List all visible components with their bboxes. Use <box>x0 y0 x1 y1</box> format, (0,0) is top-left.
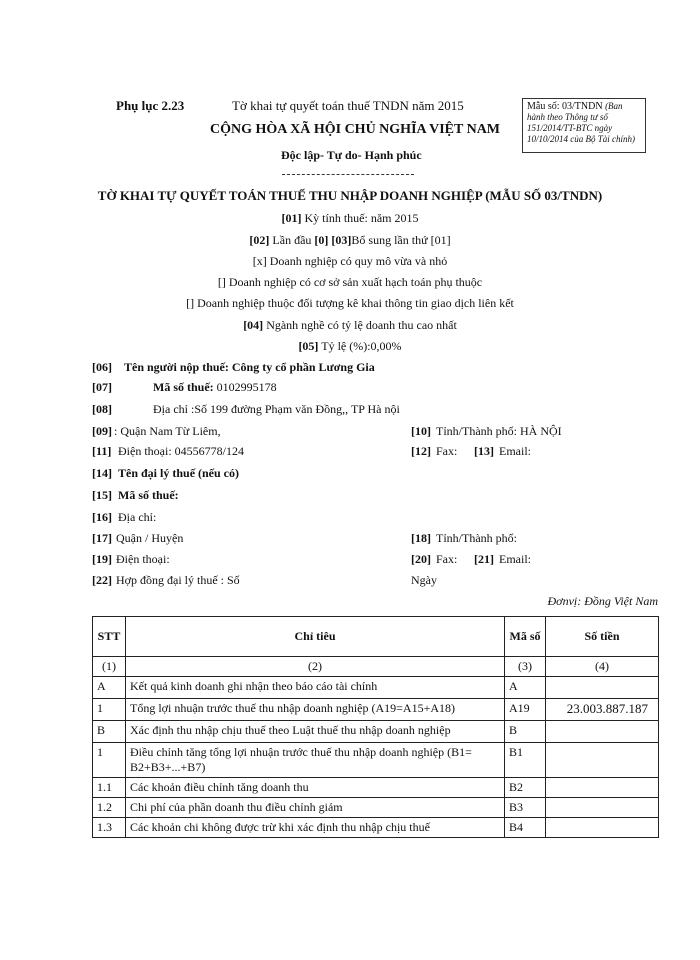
agent-address-label: Địa chỉ: <box>118 510 157 524</box>
form-code-note: (Ban hành theo Thông tư số 151/2014/TT-BTC ngày 10/10/2014 của Bộ Tài chính) <box>527 101 635 144</box>
dependent-checkbox-line: [] Doanh nghiệp có cơ sở sản xuất hạch toán phụ thuộc <box>217 275 483 289</box>
field-14-code: [14] <box>92 466 112 480</box>
subheader-cell: (2) <box>126 657 505 677</box>
tax-id-label: Mã số thuế: <box>153 380 214 394</box>
table-header-row <box>93 617 659 657</box>
row-stt: 1.2 <box>93 798 126 818</box>
row-desc: Kết quả kinh doanh ghi nhận theo báo cáo tài chính <box>126 677 505 699</box>
field-18-code: [18] <box>411 531 431 545</box>
taxpayer-province: Tỉnh/Thành phố: HÀ NỘI <box>436 424 562 438</box>
motto: Độc lập- Tự do- Hạnh phúc <box>281 148 422 162</box>
taxpayer-name: Tên người nộp thuế: Công ty cổ phần Lương Gia <box>124 360 375 374</box>
agent-province-label: Tỉnh/Thành phố: <box>436 531 517 545</box>
table-row <box>93 743 659 778</box>
table-row <box>93 699 659 721</box>
field-03-text: Bổ sung lần thứ [01] <box>351 233 451 247</box>
row-stt: B <box>93 721 126 743</box>
field-03-code: [03] <box>331 233 352 247</box>
table-row <box>93 818 659 838</box>
appendix-label: Phụ lục 2.23 <box>116 98 185 113</box>
related-party-checkbox-line: [] Doanh nghiệp thuộc đối tượng kê khai thông tin giao dịch liên kết <box>186 296 514 310</box>
row-code: B2 <box>505 778 546 798</box>
field-09-code: [09] <box>92 424 112 438</box>
col-header-indicator: Chỉ tiêu <box>126 617 505 657</box>
row-stt: A <box>93 677 126 699</box>
field-12-code: [12] <box>411 444 431 458</box>
motto-divider <box>282 174 414 175</box>
row-code: B4 <box>505 818 546 838</box>
field-06-code: [06] <box>92 360 112 374</box>
agent-district-label: Quận / Huyện <box>116 531 184 545</box>
subheader-cell: (1) <box>93 657 126 677</box>
row-amount <box>546 818 659 838</box>
field-13-code: [13] <box>474 444 494 458</box>
field-17-code: [17] <box>92 531 112 545</box>
col-header-stt: STT <box>93 617 126 657</box>
field-20-code: [20] <box>411 552 431 566</box>
row-code: B <box>505 721 546 743</box>
form-code: Mẫu số: 03/TNDN <box>527 101 603 112</box>
field-02-03 <box>0 233 700 248</box>
table-row <box>93 721 659 743</box>
field-04-text: Ngành nghề có tỷ lệ doanh thu cao nhất <box>266 318 457 332</box>
row-stt: 1.3 <box>93 818 126 838</box>
row-code: B1 <box>505 743 546 778</box>
field-04 <box>0 318 700 333</box>
taxpayer-phone: Điện thoại: 04556778/124 <box>118 444 244 458</box>
row-amount <box>546 798 659 818</box>
row-desc: Tổng lợi nhuận trước thuế thu nhập doanh nghiệp (A19=A15+A18) <box>126 699 505 721</box>
row-code: A <box>505 677 546 699</box>
row-desc: Các khoản chi không được trừ khi xác định thu nhập chịu thuế <box>126 818 505 838</box>
field-04-code: [04] <box>243 318 264 332</box>
field-22-code: [22] <box>92 573 112 587</box>
row-amount <box>546 677 659 699</box>
subheader-cell: (3) <box>505 657 546 677</box>
field-05 <box>0 339 700 354</box>
row-code: A19 <box>505 699 546 721</box>
col-header-code: Mã số <box>505 617 546 657</box>
taxpayer-district: : Quận Nam Từ Liêm, <box>114 424 221 438</box>
taxpayer-address: Địa chỉ :Số 199 đường Phạm văn Đồng,, TP Hà nội <box>153 402 400 416</box>
agent-tax-id-label: Mã số thuế: <box>118 488 179 502</box>
agent-contract-label: Hợp đồng đại lý thuế : Số <box>116 573 240 587</box>
row-desc: Các khoản điều chỉnh tăng doanh thu <box>126 778 505 798</box>
row-code: B3 <box>505 798 546 818</box>
row-desc: Chi phí của phần doanh thu điều chỉnh giảm <box>126 798 505 818</box>
form-code-box <box>522 98 646 153</box>
row-stt: 1 <box>93 699 126 721</box>
row-desc: Điều chỉnh tăng tổng lợi nhuận trước thuế thu nhập doanh nghiệp (B1= B2+B3+...+B7) <box>126 743 505 778</box>
table-row <box>93 677 659 699</box>
row-amount: 23.003.887.187 <box>546 699 659 721</box>
row-amount <box>546 721 659 743</box>
tax-id <box>153 380 277 395</box>
col-header-amount: Số tiền <box>546 617 659 657</box>
table-row <box>93 798 659 818</box>
field-08-code: [08] <box>92 402 112 416</box>
agent-phone-label: Điện thoại: <box>116 552 170 566</box>
subheader-cell: (4) <box>546 657 659 677</box>
document-title: TỜ KHAI TỰ QUYẾT TOÁN THUẾ THU NHẬP DOANH NGHIỆP (MẪU SỐ 03/TNDN) <box>97 188 603 203</box>
country-name: CỘNG HÒA XÃ HỘI CHỦ NGHĨA VIỆT NAM <box>210 122 501 137</box>
form-subtitle: Tờ khai tự quyết toán thuế TNDN năm 2015 <box>232 98 464 113</box>
row-stt: 1 <box>93 743 126 778</box>
taxpayer-fax: Fax: <box>436 444 458 458</box>
tax-table <box>92 616 659 838</box>
agent-email-label: Email: <box>499 552 531 566</box>
field-05-code: [05] <box>298 339 319 353</box>
field-07-code: [07] <box>92 380 112 394</box>
field-02-value: [0] <box>314 233 329 247</box>
field-21-code: [21] <box>474 552 494 566</box>
row-amount <box>546 743 659 778</box>
field-01 <box>0 211 700 226</box>
table-subheader-row <box>93 657 659 677</box>
tax-id-value: 0102995178 <box>216 380 277 394</box>
field-01-text: Kỳ tính thuế: năm 2015 <box>304 211 419 225</box>
currency-unit: Đơnvị: Đồng Việt Nam <box>547 594 658 608</box>
row-desc: Xác định thu nhập chịu thuế theo Luật thuế thu nhập doanh nghiệp <box>126 721 505 743</box>
field-02-code: [02] <box>249 233 270 247</box>
sme-checkbox-line: [x] Doanh nghiệp có quy mô vừa và nhỏ <box>252 254 448 268</box>
agent-contract-date-label: Ngày <box>411 573 437 587</box>
agent-name-label: Tên đại lý thuế (nếu có) <box>118 466 240 480</box>
agent-fax-label: Fax: <box>436 552 458 566</box>
field-02-text: Lần đầu <box>272 233 312 247</box>
field-11-code: [11] <box>92 444 112 458</box>
row-stt: 1.1 <box>93 778 126 798</box>
field-15-code: [15] <box>92 488 112 502</box>
field-10-code: [10] <box>411 424 431 438</box>
taxpayer-email: Email: <box>499 444 531 458</box>
field-01-code: [01] <box>281 211 302 225</box>
field-05-text: Tỷ lệ (%):0,00% <box>321 339 402 353</box>
field-19-code: [19] <box>92 552 112 566</box>
row-amount <box>546 778 659 798</box>
field-16-code: [16] <box>92 510 112 524</box>
table-row <box>93 778 659 798</box>
